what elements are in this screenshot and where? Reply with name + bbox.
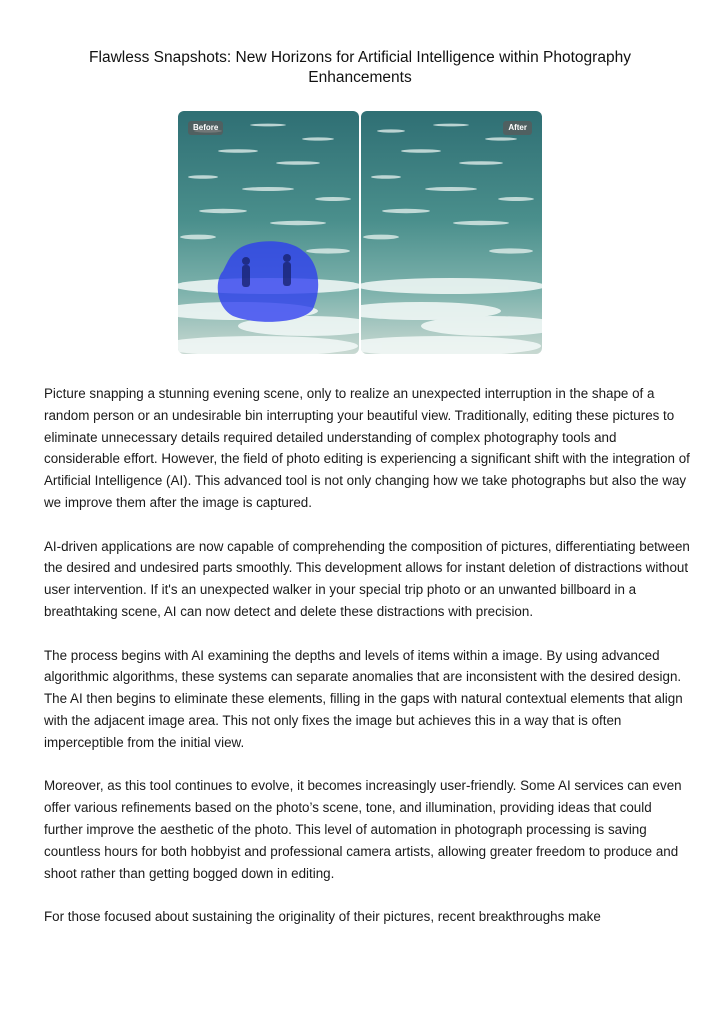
after-label: After [503,121,532,135]
document-title: Flawless Snapshots: New Horizons for Artificial Intelligence within Photography Enhancements [89,49,631,86]
article-body [44,383,694,950]
paragraph: Picture snapping a stunning evening scene, only to realize an unexpected interruption in the shape of a random person or an undesirable bin interrupting your beautiful view. Traditionally, editing these pictures to eliminate unnecessary details required detailed understanding of complex photography tools and considerable effort. However, the field of photo editing is experiencing a significant shift with the integration of Artificial Intelligence (AI). This advanced tool is not only changing how we take photographs but also the way we improve them after the image is captured. [44,386,690,510]
paragraph: The process begins with AI examining the depths and levels of items within a image. By using advanced algorithmic algorithms, these systems can separate anomalies that are inconsistent with the desired design. The AI then begins to eliminate these elements, filling in the gaps with natural contextual elements that align with the adjacent image area. This not only fixes the image but achieves this in a way that is often imperceptible from the initial view. [44,647,683,750]
paragraph: Moreover, as this tool continues to evolve, it becomes increasingly user-friendly. Some AI services can even offer various refinements based on the photo’s scene, tone, and illumination, providing ideas that could further improve the aesthetic of the photo. This level of automation in photograph processing is saving countless hours for both hobbyist and professional camera artists, allowing greater freedom to produce and shoot rather than getting bogged down in editing. [44,778,682,881]
before-after-figure [178,111,542,354]
before-image [178,111,359,354]
after-image [361,111,542,354]
before-label: Before [188,121,223,135]
paragraph: AI-driven applications are now capable of comprehending the composition of pictures, differentiating between the desired and undesired parts smoothly. This development allows for instant deletion of distractions without user intervention. If it's an unexpected walker in your special trip photo or an unwanted billboard in a breathtaking scene, AI can now detect and delete these distractions with precision. [44,538,690,619]
paragraph: For those focused about sustaining the originality of their pictures, recent breakthroughs make [44,909,601,925]
